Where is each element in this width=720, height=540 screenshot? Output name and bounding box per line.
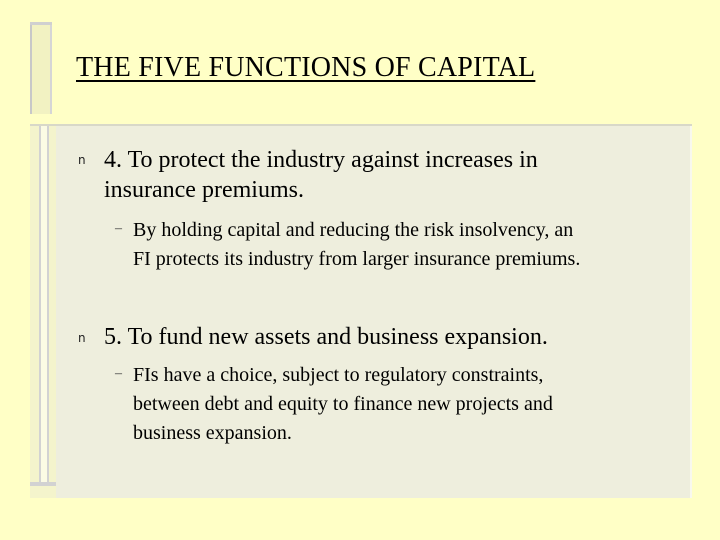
item-1-line-2: insurance premiums. bbox=[104, 177, 304, 203]
dash-icon: – bbox=[115, 366, 122, 381]
content-frame-inner-bar bbox=[39, 126, 49, 482]
item-1-sub-line-2: FI protects its industry from larger insurance premiums. bbox=[133, 248, 581, 270]
content-frame-foot bbox=[30, 482, 56, 486]
title-frame-cap bbox=[30, 22, 52, 25]
item-2-sub-line-2: between debt and equity to finance new projects and bbox=[133, 393, 553, 415]
bullet-icon: n bbox=[78, 153, 86, 167]
item-2-sub-line-1: FIs have a choice, subject to regulatory constraints, bbox=[133, 364, 544, 386]
item-2-sub-line-3: business expansion. bbox=[133, 422, 292, 444]
title-frame-bar bbox=[30, 22, 52, 114]
slide-title: THE FIVE FUNCTIONS OF CAPITAL bbox=[76, 52, 536, 83]
item-2-line-1: 5. To fund new assets and business expansion. bbox=[104, 324, 548, 350]
bullet-icon: n bbox=[78, 331, 86, 345]
item-1-line-1: 4. To protect the industry against increases in bbox=[104, 147, 538, 173]
item-1-sub-line-1: By holding capital and reducing the risk insolvency, an bbox=[133, 219, 574, 241]
dash-icon: – bbox=[115, 221, 122, 236]
content-panel-edge bbox=[690, 126, 692, 498]
